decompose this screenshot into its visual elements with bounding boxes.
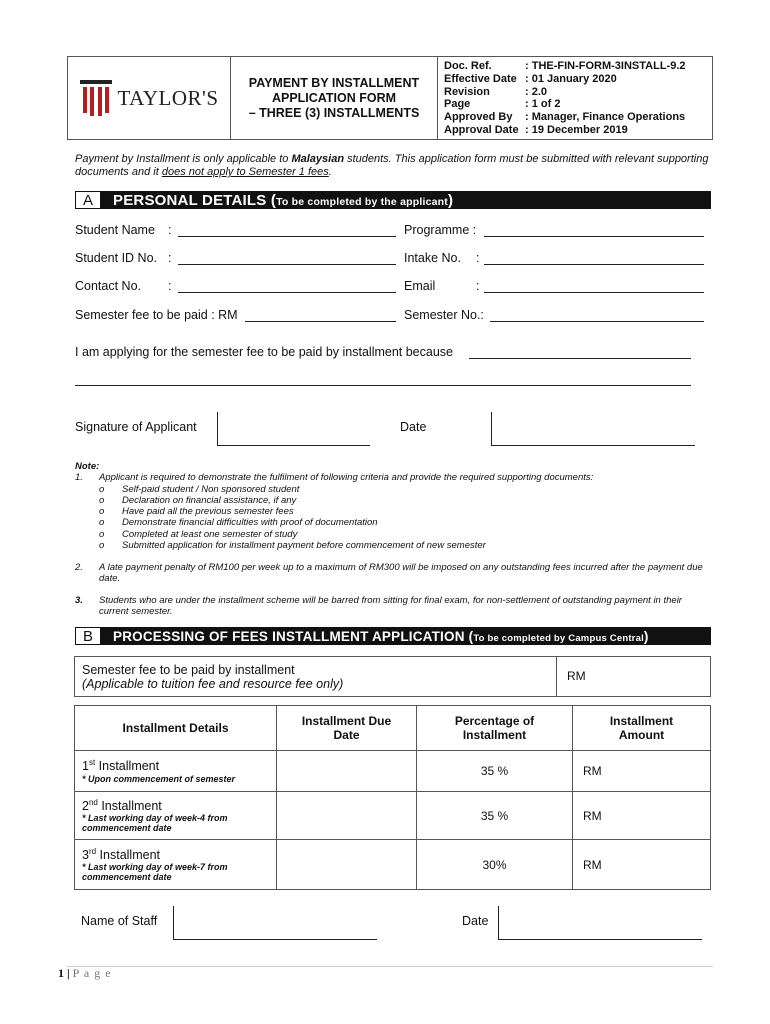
note-1: Applicant is required to demonstrate the fulfilment of following criteria and provide the required supporting documents:	[99, 472, 594, 483]
column-header: Installment Due Date	[301, 714, 392, 742]
meta-value: : 19 December 2019	[525, 123, 628, 136]
reason-field-continued[interactable]	[75, 385, 691, 386]
meta-row	[444, 86, 706, 99]
table-row	[75, 792, 711, 840]
criteria-item: Self-paid student / Non sponsored student	[122, 484, 300, 495]
semester-fee-note: (Applicable to tuition fee and resource fee only)	[82, 676, 344, 691]
amount-cell[interactable]	[573, 792, 711, 840]
rm-label: RM	[583, 857, 602, 872]
bullet-mark: o	[99, 495, 105, 506]
percentage-cell	[417, 751, 573, 792]
student-name-field[interactable]	[178, 236, 396, 237]
amount-cell[interactable]	[573, 751, 711, 792]
meta-key: Effective Date	[444, 72, 517, 85]
page-num: 1	[58, 966, 64, 980]
note-number: 1.	[75, 472, 83, 483]
form-title-line: – THREE (3) INSTALLMENTS	[248, 105, 420, 120]
meta-row	[444, 111, 706, 124]
date-label: Date	[400, 420, 427, 434]
programme-field[interactable]	[484, 236, 704, 237]
page-word: P a g e	[72, 966, 112, 980]
header-percentage	[417, 706, 573, 751]
percentage-cell	[417, 792, 573, 840]
semester-fee-label: Semester fee to be paid : RM	[75, 308, 238, 322]
bullet-mark: o	[99, 529, 105, 540]
logo-text: TAYLOR'S	[117, 85, 219, 110]
email-field[interactable]	[484, 292, 704, 293]
document-meta	[438, 57, 712, 139]
installment-cell	[75, 840, 277, 890]
installment-note: * Last working day of week-4 from commencement date	[82, 813, 228, 834]
semester-fee-cell	[75, 657, 557, 697]
contact-field[interactable]	[178, 292, 396, 293]
criteria-item: Declaration on financial assistance, if any	[122, 495, 297, 506]
note-heading: Note:	[75, 461, 100, 472]
section-subtitle: To be completed by Campus Central	[473, 632, 644, 644]
rm-label: RM	[583, 764, 602, 778]
percentage-cell	[417, 840, 573, 890]
meta-value: : THE-FIN-FORM-3INSTALL-9.2	[525, 60, 686, 72]
meta-key: Approved By	[444, 111, 513, 124]
table-row	[75, 751, 711, 792]
installment-number: 2	[82, 799, 89, 814]
programme-label: Programme :	[404, 223, 477, 237]
colon: :	[168, 223, 172, 237]
meta-row	[444, 73, 706, 86]
meta-key: Doc. Ref.	[444, 60, 492, 72]
section-title-close: )	[643, 628, 649, 644]
column-header: Installment Amount	[609, 714, 674, 742]
due-date-cell[interactable]	[277, 840, 417, 890]
installment-cell	[75, 751, 277, 792]
header-installment-details	[75, 706, 277, 751]
reason-field[interactable]	[469, 358, 691, 359]
ordinal-suffix: st	[88, 758, 96, 768]
semester-fee-table	[74, 656, 711, 697]
meta-value: : 01 January 2020	[525, 72, 617, 85]
section-subtitle: To be completed by the applicant	[276, 195, 448, 208]
note-number: 2.	[75, 562, 83, 573]
form-title	[231, 57, 438, 139]
reason-label: I am applying for the semester fee to be paid by installment because	[75, 345, 453, 359]
bullet-mark: o	[99, 517, 105, 528]
criteria-item: Have paid all the previous semester fees	[122, 506, 294, 517]
semester-no-field[interactable]	[490, 321, 704, 322]
due-date-cell[interactable]	[277, 751, 417, 792]
intake-field[interactable]	[484, 264, 704, 265]
note-number: 3.	[75, 595, 83, 606]
footer-divider	[67, 966, 713, 967]
installment-note: * Last working day of week-7 from commencement date	[82, 862, 228, 883]
installment-table	[74, 705, 711, 890]
meta-row	[444, 98, 706, 111]
colon: :	[168, 279, 172, 293]
meta-key: Revision	[444, 85, 490, 98]
rm-label: RM	[583, 808, 602, 823]
section-b-header	[75, 627, 711, 645]
form-title-line: PAYMENT BY INSTALLMENT	[248, 75, 420, 90]
header-due-date	[277, 706, 417, 751]
ordinal-suffix: nd	[88, 797, 98, 807]
intro-underline: does not apply to Semester 1 fees	[161, 166, 329, 178]
section-letter: A	[75, 191, 101, 209]
bullet-mark: o	[99, 506, 105, 517]
form-title-line: APPLICATION FORM	[271, 90, 397, 105]
installment-note: * Upon commencement of semester	[82, 773, 236, 784]
meta-value: : Manager, Finance Operations	[525, 111, 686, 124]
percentage-value: 35 %	[480, 764, 509, 778]
section-title	[113, 629, 649, 644]
intro-part: Payment by Installment is only applicable to	[75, 153, 292, 165]
section-title-text: PROCESSING OF FEES INSTALLMENT APPLICATION (	[113, 628, 474, 644]
percentage-value: 35 %	[480, 808, 509, 823]
intro-text	[75, 153, 715, 179]
colon: :	[476, 251, 480, 265]
meta-value: : 1 of 2	[525, 98, 561, 111]
signature-box[interactable]	[217, 412, 370, 446]
installment-number: 3	[82, 848, 89, 863]
intro-part: students. This application form must be submitted with relevant supporting documents and it	[75, 153, 709, 178]
meta-row	[444, 60, 706, 73]
bullet-mark: o	[99, 484, 105, 495]
rm-label: RM	[567, 669, 586, 683]
staff-date-box[interactable]	[498, 906, 702, 940]
email-label: Email	[404, 279, 436, 293]
due-date-cell[interactable]	[277, 792, 417, 840]
contact-label: Contact No.	[75, 279, 142, 293]
amount-cell[interactable]	[573, 840, 711, 890]
semester-fee-field[interactable]	[245, 321, 396, 322]
ordinal-suffix: rd	[88, 846, 97, 856]
intro-bold: Malaysian	[291, 153, 345, 165]
section-title	[113, 192, 453, 209]
colon: :	[476, 279, 480, 293]
document-header	[67, 56, 713, 140]
column-header: Percentage of Installment	[454, 714, 535, 742]
logo	[68, 57, 231, 139]
taylors-crest-icon	[79, 79, 113, 117]
installment-label: Installment	[95, 759, 160, 774]
table-row	[75, 840, 711, 890]
percentage-value: 30%	[482, 857, 507, 872]
section-title-close: )	[447, 191, 454, 209]
note-2: A late payment penalty of RM100 per week up to a maximum of RM300 will be imposed on any outstanding fees incurred after the payment due date.	[99, 562, 703, 585]
bullet-mark: o	[99, 540, 105, 551]
installment-number: 1	[82, 759, 89, 774]
signature-label: Signature of Applicant	[75, 420, 197, 434]
meta-key: Approval Date	[444, 123, 519, 136]
criteria-item: Submitted application for installment payment before commencement of new semester	[122, 540, 486, 551]
intake-label: Intake No.	[404, 251, 461, 265]
student-id-label: Student ID No.	[75, 251, 157, 265]
criteria-item: Completed at least one semester of study	[122, 529, 298, 540]
page-sep: |	[64, 966, 73, 980]
student-id-field[interactable]	[178, 264, 396, 265]
semester-no-label: Semester No.:	[404, 308, 484, 322]
meta-key: Page	[444, 98, 471, 111]
note-3: Students who are under the installment scheme will be barred from sitting for final exam, for non-settlement of outstanding payment in their current semester.	[99, 595, 682, 618]
installment-label: Installment	[97, 799, 162, 814]
installment-cell	[75, 792, 277, 840]
meta-value: : 2.0	[525, 85, 548, 98]
header-amount	[573, 706, 711, 751]
staff-name-label: Name of Staff	[81, 914, 158, 928]
section-a-header	[75, 191, 711, 209]
criteria-item: Demonstrate financial difficulties with proof of documentation	[122, 517, 378, 528]
student-name-label: Student Name	[75, 223, 155, 237]
page-number	[58, 966, 112, 981]
staff-date-label: Date	[462, 914, 489, 928]
section-title-text: PERSONAL DETAILS (	[113, 191, 277, 209]
staff-name-box[interactable]	[173, 906, 377, 940]
meta-row	[444, 124, 706, 137]
colon: :	[168, 251, 172, 265]
intro-part: .	[328, 166, 332, 178]
installment-label: Installment	[96, 848, 160, 863]
semester-fee-amount[interactable]	[557, 657, 711, 697]
semester-fee-label: Semester fee to be paid by installment	[82, 662, 295, 677]
section-letter: B	[75, 627, 101, 645]
date-box[interactable]	[491, 412, 695, 446]
column-header: Installment Details	[122, 721, 229, 735]
